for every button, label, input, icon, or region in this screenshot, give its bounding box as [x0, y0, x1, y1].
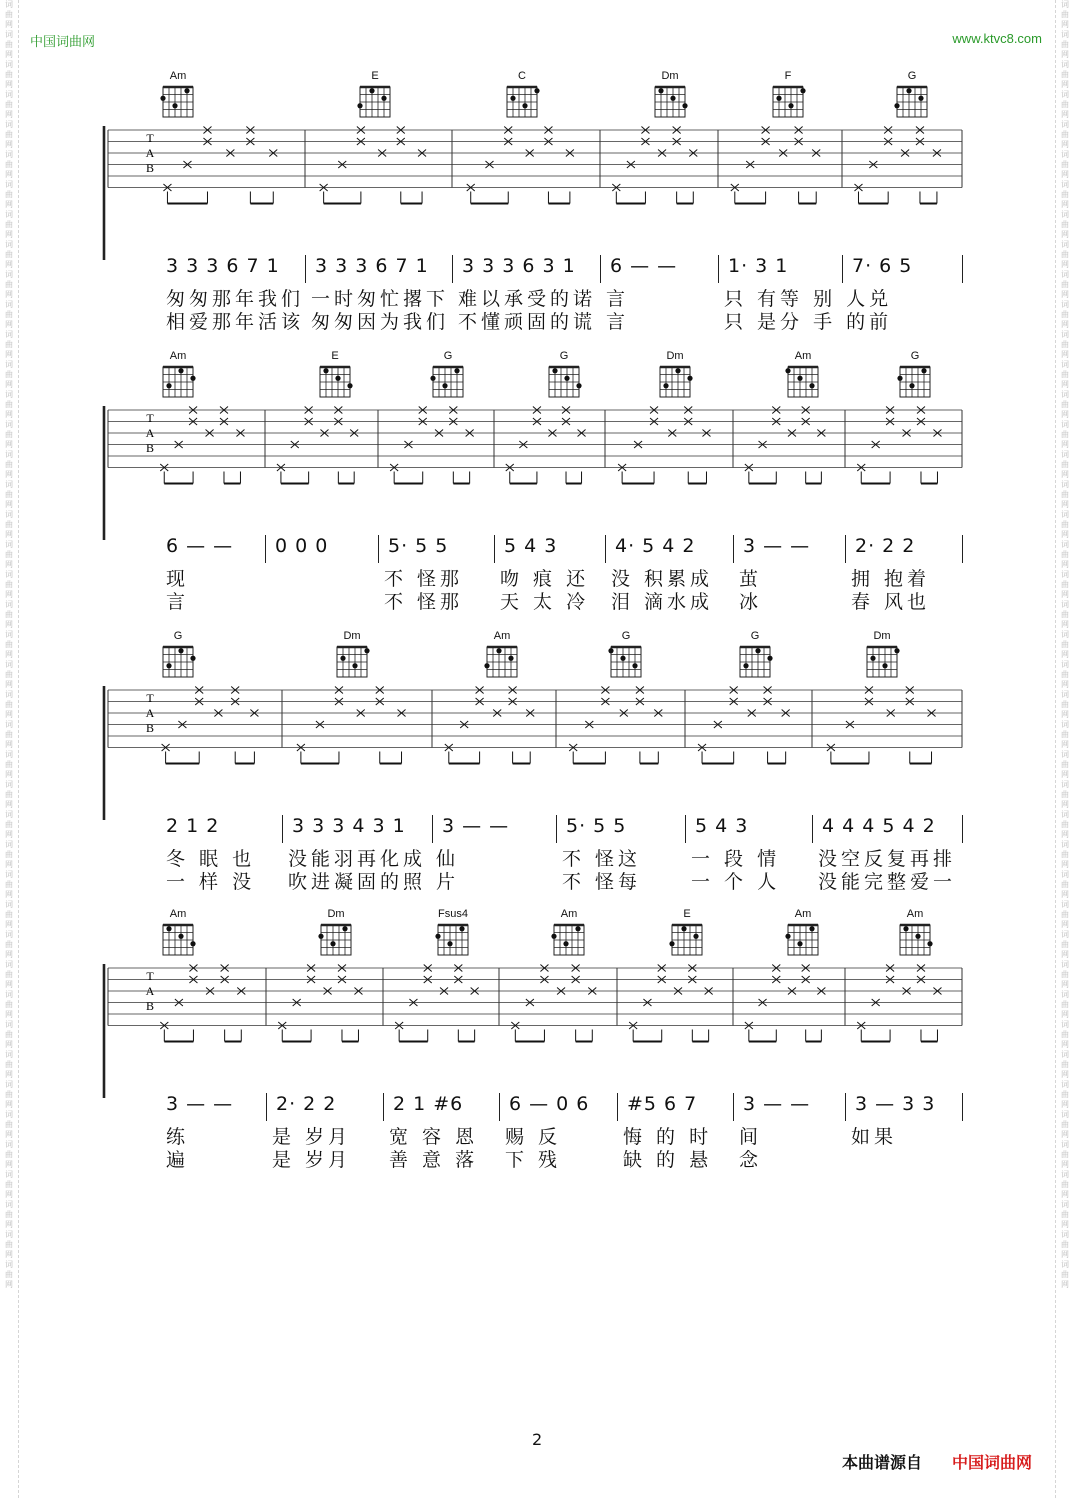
- barline: [617, 1093, 618, 1121]
- right-watermark-strip: 词曲网词曲网词曲网词曲网词曲网词曲网词曲网词曲网词曲网词曲网词曲网词曲网词曲网词曲网词曲网词曲网词曲网词曲网词曲网词曲网词曲网词曲网词曲网词曲网词曲网词曲网词曲网词曲网词曲网词曲网词曲网词曲网词曲网词曲网词曲网词曲网词曲网词曲网词曲网词曲网词曲网词曲网词曲网: [1061, 0, 1069, 1289]
- tab-clef-letter: T: [146, 131, 154, 145]
- tab-clef-letter: A: [145, 426, 155, 440]
- lyric-segment: 是 岁月: [272, 1149, 352, 1171]
- lyric-segment: 拥 抱着: [851, 568, 931, 590]
- chord-grid: [315, 363, 355, 401]
- chord-diagram: [332, 630, 372, 681]
- measure-notes: #5 6 7: [627, 1093, 698, 1115]
- chord-name: G: [750, 630, 760, 642]
- tab-clef-letter: T: [146, 411, 154, 425]
- numbered-notation-row: [0, 1093, 1074, 1117]
- measure-notes: 3 — —: [166, 1093, 234, 1115]
- chord-diagram: [502, 70, 542, 121]
- lyric-line-2: [0, 1145, 1074, 1169]
- chord-name: G: [559, 350, 569, 362]
- measure-notes: 2· 2 2: [855, 535, 916, 557]
- lyric-segment: 只 是分 手 的前: [724, 311, 893, 333]
- chord-grid: [158, 363, 198, 401]
- lyric-segment: 吹进凝固的照 片: [288, 871, 460, 893]
- site-name-header: 中国词曲网: [30, 34, 96, 49]
- numbered-notation-row: [0, 255, 1074, 279]
- chord-grid: [895, 921, 935, 959]
- chord-name: Dm: [661, 70, 679, 82]
- lyric-line-1: [0, 844, 1074, 868]
- lyric-segment: 一 样 没: [166, 871, 256, 893]
- lyric-segment: 泪 滴水成: [611, 591, 714, 613]
- lyric-segment: 不懂顽固的谎: [458, 311, 597, 333]
- chord-diagram: [544, 350, 584, 401]
- barline: [605, 535, 606, 563]
- numbered-notation-row: [0, 535, 1074, 559]
- barline: [432, 815, 433, 843]
- chord-diagram: [316, 908, 356, 959]
- chord-diagram: [158, 350, 198, 401]
- lyric-segment: 是 岁月: [272, 1126, 352, 1148]
- tab-clef-letter: A: [145, 146, 155, 160]
- chord-grid: [862, 643, 902, 681]
- tab-clef-letter: B: [145, 999, 155, 1013]
- lyric-line-1: [0, 1122, 1074, 1146]
- measure-notes: 2· 2 2: [276, 1093, 337, 1115]
- measure-notes: 5· 5 5: [388, 535, 449, 557]
- barline: [494, 535, 495, 563]
- chord-name: Am: [906, 908, 924, 920]
- lyric-segment: 赐 反: [505, 1126, 562, 1148]
- measure-notes: 3 — —: [442, 815, 510, 837]
- chord-diagram: [549, 908, 589, 959]
- measure-notes: 3 — —: [743, 1093, 811, 1115]
- barline: [499, 1093, 500, 1121]
- barline: [842, 255, 843, 283]
- chord-grid: [158, 921, 198, 959]
- chord-diagram: [158, 630, 198, 681]
- lyric-segment: 冬 眠 也: [166, 848, 256, 870]
- lyric-segment: 一 段 情: [691, 848, 781, 870]
- tab-clef-letter: A: [145, 984, 155, 998]
- chord-name: Dm: [666, 350, 684, 362]
- measure-notes: 2 1 2: [166, 815, 220, 837]
- chord-diagram: [315, 350, 355, 401]
- chord-grid: [316, 921, 356, 959]
- chord-diagram: [606, 630, 646, 681]
- chord-diagram: [895, 350, 935, 401]
- barline: [733, 535, 734, 563]
- lyric-segment: 没 积累成: [611, 568, 714, 590]
- lyric-segment: 言: [166, 591, 190, 613]
- lyric-segment: 冰: [739, 591, 763, 613]
- chord-name: Am: [794, 908, 812, 920]
- tab-clef-letter: B: [145, 161, 155, 175]
- barline: [600, 255, 601, 283]
- chord-name: Am: [169, 350, 187, 362]
- numbered-notation-row: [0, 815, 1074, 839]
- lyric-line-1: [0, 564, 1074, 588]
- chord-grid: [158, 83, 198, 121]
- chord-name: E: [331, 350, 339, 362]
- chord-grid: [355, 83, 395, 121]
- chord-diagram: [862, 630, 902, 681]
- chord-grid: [667, 921, 707, 959]
- lyric-segment: 遍: [166, 1149, 190, 1171]
- chord-name: Am: [560, 908, 578, 920]
- chord-diagram: [158, 70, 198, 121]
- chord-name: E: [371, 70, 379, 82]
- measure-notes: 1· 3 1: [728, 255, 789, 277]
- measure-notes: 6 — —: [166, 535, 234, 557]
- lyric-segment: 匆匆因为我们: [311, 311, 450, 333]
- chord-diagram: [158, 908, 198, 959]
- tab-clef-letter: T: [146, 969, 154, 983]
- chord-diagram: [355, 70, 395, 121]
- barline: [718, 255, 719, 283]
- chord-name: F: [784, 70, 792, 82]
- chord-grid: [549, 921, 589, 959]
- chord-grid: [783, 921, 823, 959]
- chord-grid: [768, 83, 808, 121]
- lyric-segment: 现: [166, 568, 190, 590]
- chord-name: Am: [169, 70, 187, 82]
- measure-notes: 0 0 0: [275, 535, 329, 557]
- site-url-header: www.ktvc8.com: [952, 31, 1042, 46]
- measure-notes: 5· 5 5: [566, 815, 627, 837]
- lyric-segment: 茧: [739, 568, 763, 590]
- measure-notes: 5 4 3: [504, 535, 558, 557]
- chord-name: Am: [493, 630, 511, 642]
- chord-name: G: [910, 350, 920, 362]
- chord-diagram: [783, 908, 823, 959]
- lyric-segment: 匆匆那年我们: [166, 288, 305, 310]
- chord-grid: [606, 643, 646, 681]
- chord-name: G: [443, 350, 453, 362]
- lyric-segment: 春 风也: [851, 591, 931, 613]
- measure-notes: 6 — 0 6: [509, 1093, 590, 1115]
- chord-grid: [502, 83, 542, 121]
- chord-name: G: [907, 70, 917, 82]
- footer-source-label: 本曲谱源自: [842, 1453, 923, 1472]
- footer-source-site: 中国词曲网: [952, 1453, 1033, 1472]
- lyric-segment: 善 意 落: [389, 1149, 479, 1171]
- barline: [266, 1093, 267, 1121]
- chord-grid: [544, 363, 584, 401]
- barline: [378, 535, 379, 563]
- chord-grid: [158, 643, 198, 681]
- measure-notes: 3 3 3 6 7 1: [315, 255, 429, 277]
- lyric-segment: 念: [739, 1149, 763, 1171]
- lyric-segment: 悔 的 时: [623, 1126, 713, 1148]
- lyric-segment: 一 个 人: [691, 871, 781, 893]
- chord-diagram: [655, 350, 695, 401]
- chord-diagram: [735, 630, 775, 681]
- chord-diagram: [783, 350, 823, 401]
- lyric-segment: 不 怪每: [562, 871, 642, 893]
- measure-notes: 4· 5 4 2: [615, 535, 696, 557]
- chord-diagram: [892, 70, 932, 121]
- chord-name: Fsus4: [438, 908, 468, 920]
- lyric-segment: 只 有等 别 人兑: [724, 288, 893, 310]
- tab-staff: [0, 400, 1074, 540]
- chord-name: C: [518, 70, 526, 82]
- chord-grid: [892, 83, 932, 121]
- lyric-segment: 没能羽再化成 仙: [288, 848, 460, 870]
- chord-grid: [428, 363, 468, 401]
- measure-notes: 3 — 3 3: [855, 1093, 936, 1115]
- lyric-line-1: [0, 284, 1074, 308]
- measure-notes: 7· 6 5: [852, 255, 913, 277]
- barline: [452, 255, 453, 283]
- chord-name: Dm: [343, 630, 361, 642]
- lyric-segment: 间: [739, 1126, 763, 1148]
- chord-grid: [735, 643, 775, 681]
- measure-notes: 2 1 #6: [393, 1093, 464, 1115]
- lyric-line-2: [0, 307, 1074, 331]
- chord-grid: [655, 363, 695, 401]
- lyric-segment: 吻 痕 还: [500, 568, 590, 590]
- lyric-segment: 不 怪那: [384, 568, 464, 590]
- measure-notes: 3 — —: [743, 535, 811, 557]
- barline: [685, 815, 686, 843]
- barline: [962, 255, 963, 283]
- measure-notes: 3 3 3 6 3 1: [462, 255, 576, 277]
- barline: [383, 1093, 384, 1121]
- barline: [733, 1093, 734, 1121]
- chord-grid: [433, 921, 473, 959]
- measure-notes: 3 3 3 4 3 1: [292, 815, 406, 837]
- chord-name: Am: [169, 908, 187, 920]
- barline: [962, 815, 963, 843]
- lyric-line-2: [0, 587, 1074, 611]
- chord-name: E: [683, 908, 691, 920]
- measure-notes: 6 — —: [610, 255, 678, 277]
- lyric-segment: 练: [166, 1126, 190, 1148]
- measure-notes: 4 4 4 5 4 2: [822, 815, 936, 837]
- measure-notes: 5 4 3: [695, 815, 749, 837]
- tab-clef-letter: A: [145, 706, 155, 720]
- lyric-segment: 缺 的 悬: [623, 1149, 713, 1171]
- chord-name: Dm: [327, 908, 345, 920]
- barline: [845, 1093, 846, 1121]
- lyric-segment: 如果: [851, 1126, 898, 1148]
- measure-notes: 3 3 3 6 7 1: [166, 255, 280, 277]
- chord-diagram: [667, 908, 707, 959]
- barline: [265, 535, 266, 563]
- chord-name: Dm: [873, 630, 891, 642]
- lyric-segment: 宽 容 恩: [389, 1126, 479, 1148]
- barline: [962, 1093, 963, 1121]
- chord-name: G: [621, 630, 631, 642]
- barline: [556, 815, 557, 843]
- lyric-segment: 没空反复再排: [818, 848, 957, 870]
- lyric-segment: 言: [606, 311, 630, 333]
- barline: [812, 815, 813, 843]
- chord-diagram: [895, 908, 935, 959]
- tab-clef-letter: B: [145, 441, 155, 455]
- tab-staff: [0, 120, 1074, 260]
- barline: [962, 535, 963, 563]
- chord-diagram: [482, 630, 522, 681]
- chord-grid: [783, 363, 823, 401]
- chord-diagram: [650, 70, 690, 121]
- lyric-segment: 下 残: [505, 1149, 562, 1171]
- lyric-segment: 没能完整爱一: [818, 871, 957, 893]
- lyric-segment: 相爱那年活该: [166, 311, 305, 333]
- tab-clef-letter: B: [145, 721, 155, 735]
- left-watermark-strip: 词曲网词曲网词曲网词曲网词曲网词曲网词曲网词曲网词曲网词曲网词曲网词曲网词曲网词曲网词曲网词曲网词曲网词曲网词曲网词曲网词曲网词曲网词曲网词曲网词曲网词曲网词曲网词曲网词曲网词曲网词曲网词曲网词曲网词曲网词曲网词曲网词曲网词曲网词曲网词曲网词曲网词曲网词曲网: [5, 0, 13, 1289]
- chord-name: G: [173, 630, 183, 642]
- chord-grid: [332, 643, 372, 681]
- page-number: 2: [532, 1430, 543, 1449]
- lyric-segment: 难以承受的诺: [458, 288, 597, 310]
- chord-diagram: [768, 70, 808, 121]
- barline: [845, 535, 846, 563]
- barline: [282, 815, 283, 843]
- barline: [305, 255, 306, 283]
- chord-grid: [895, 363, 935, 401]
- chord-name: Am: [794, 350, 812, 362]
- chord-diagram: [433, 908, 473, 959]
- chord-grid: [482, 643, 522, 681]
- lyric-line-2: [0, 867, 1074, 891]
- lyric-segment: 一时匆忙撂下: [311, 288, 450, 310]
- chord-diagram: [428, 350, 468, 401]
- chord-grid: [650, 83, 690, 121]
- lyric-segment: 不 怪那: [384, 591, 464, 613]
- lyric-segment: 天 太 冷: [500, 591, 590, 613]
- lyric-segment: 言: [606, 288, 630, 310]
- tab-staff: [0, 680, 1074, 820]
- lyric-segment: 不 怪这: [562, 848, 642, 870]
- tab-clef-letter: T: [146, 691, 154, 705]
- tab-staff: [0, 958, 1074, 1098]
